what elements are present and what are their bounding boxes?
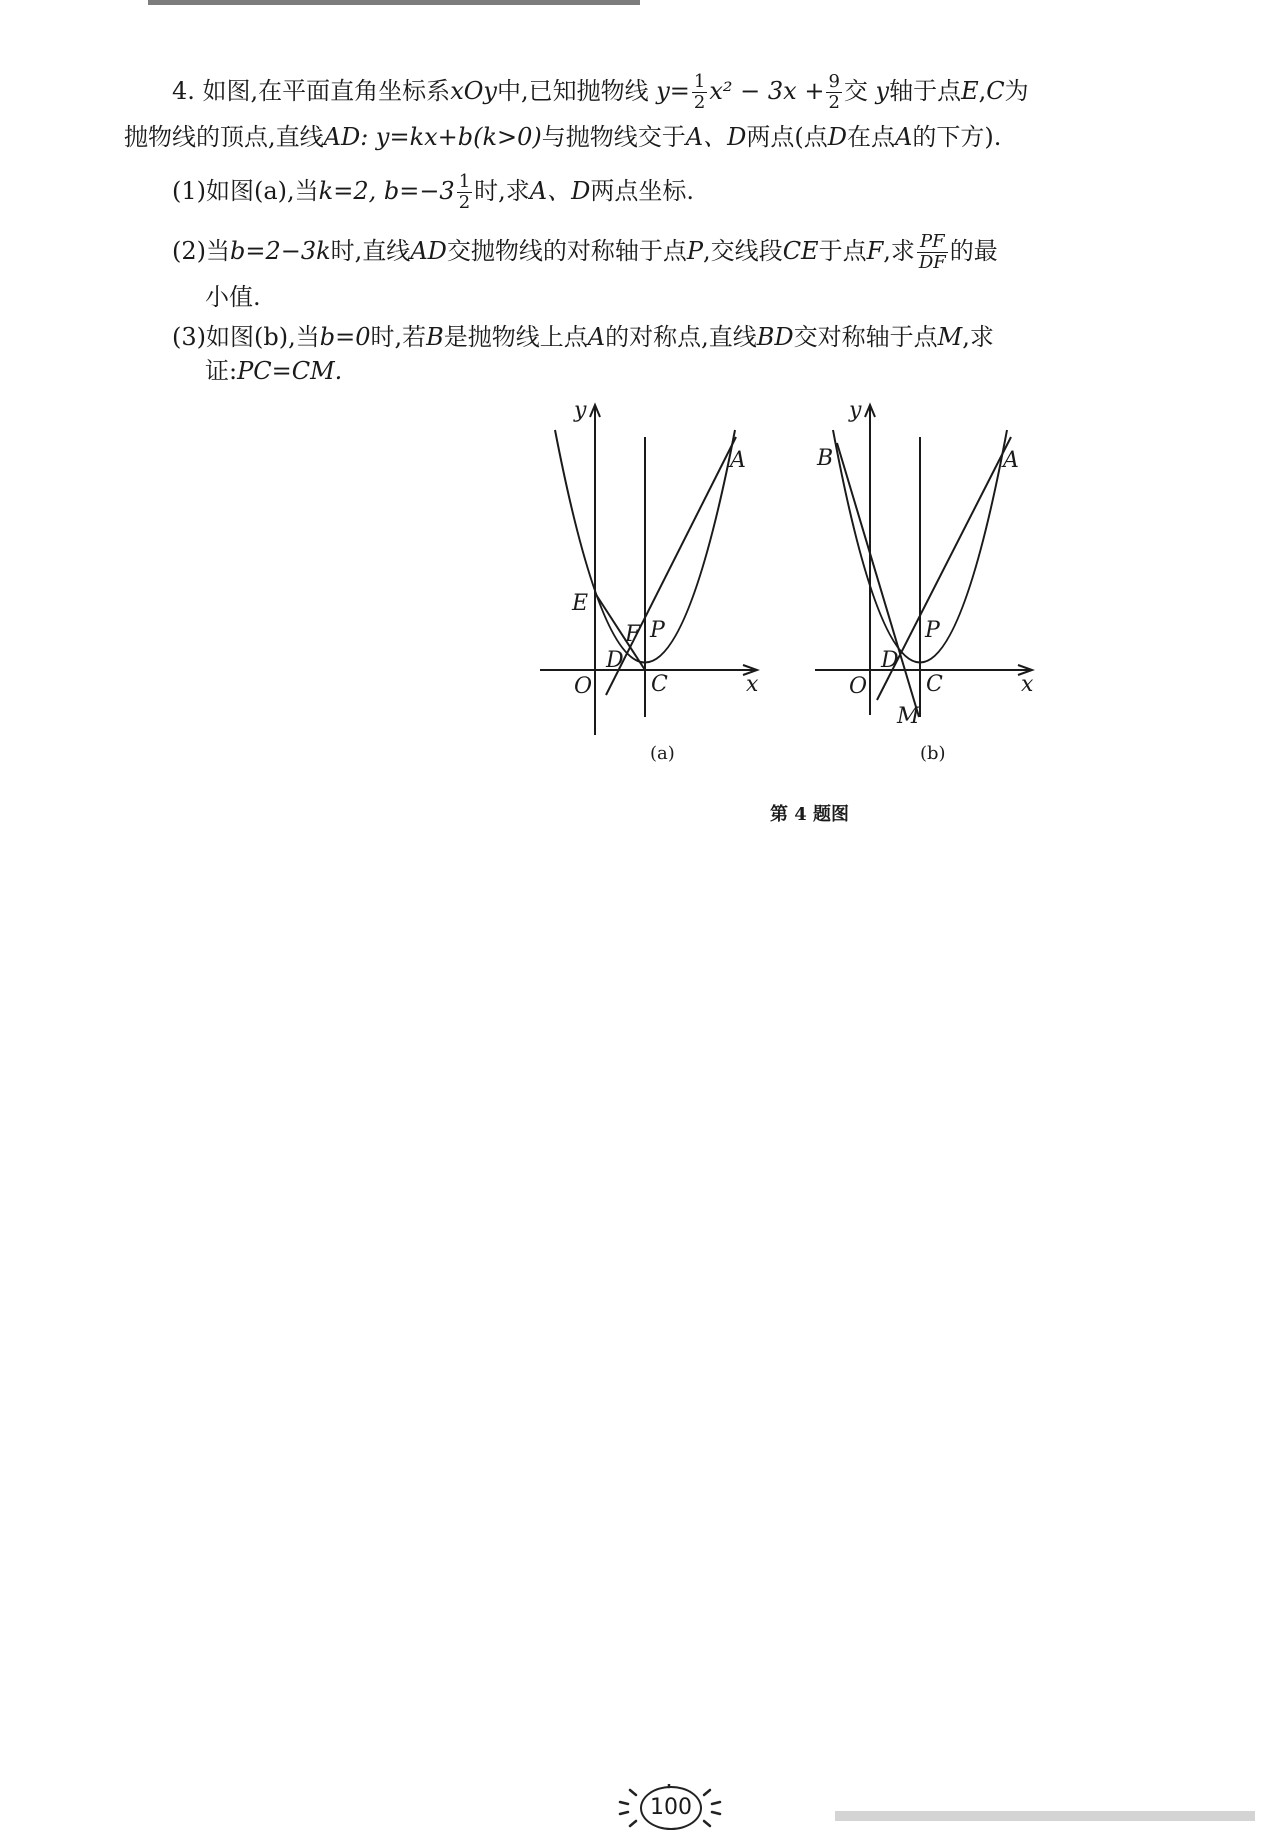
- label-x: x: [746, 672, 759, 697]
- part-1: (1)如图(a),当k=2, b=−3 $\frac{1}{2}$ 时,求A、D两点坐标.: [172, 171, 695, 213]
- figure-b: [805, 395, 1055, 740]
- label-c: C: [651, 672, 668, 697]
- bottom-bar: [835, 1811, 1255, 1821]
- label-o: O: [849, 674, 868, 699]
- label-o: O: [574, 674, 593, 699]
- label-p: P: [650, 618, 665, 643]
- label-c: C: [926, 672, 943, 697]
- problem-number: 4.: [172, 77, 195, 105]
- figure-a-label: (a): [650, 743, 675, 764]
- fraction-nine-halves: $\frac{9}{2}$: [828, 71, 840, 113]
- figure-caption: 第 4 题图: [770, 804, 850, 825]
- label-a: A: [1003, 448, 1019, 473]
- page-number: 100: [640, 1786, 702, 1830]
- label-d: D: [606, 648, 624, 673]
- label-p: P: [925, 618, 940, 643]
- top-rule: [148, 0, 640, 5]
- part-2: (2)当b=2−3k时,直线AD交抛物线的对称轴于点P,交线段CE于点F,求 $\frac{PF}{DF}$ 的最: [172, 231, 998, 273]
- label-y: y: [574, 398, 587, 423]
- label-d: D: [881, 648, 899, 673]
- label-m: M: [897, 704, 920, 729]
- label-y: y: [849, 398, 862, 423]
- problem-line-1: 4. 如图,在平面直角坐标系xOy中,已知抛物线 y= $\frac{1}{2}$ x² − 3x + $\frac{9}{2}$ 交 y轴于点E,C为: [172, 71, 1029, 113]
- line-ad: [606, 437, 736, 695]
- label-e: E: [572, 591, 589, 616]
- page-number-badge: [610, 1784, 730, 1830]
- part-3-line-2: 证:PC=CM.: [205, 357, 343, 385]
- problem-line-2: 抛物线的顶点,直线AD: y=kx+b(k>0)与抛物线交于A、D两点(点D在点A的下方).: [124, 123, 1002, 151]
- label-b: B: [817, 446, 834, 471]
- part-2-line-2: 小值.: [205, 283, 261, 311]
- label-x: x: [1021, 672, 1034, 697]
- fraction-pf-df: $\frac{PF}{DF}$: [918, 231, 946, 273]
- figure-b-label: (b): [920, 743, 946, 764]
- label-f: F: [625, 622, 641, 647]
- part-3: (3)如图(b),当b=0时,若B是抛物线上点A的对称点,直线BD交对称轴于点M,求: [172, 323, 994, 351]
- label-a: A: [730, 448, 746, 473]
- fraction-one-half: $\frac{1}{2}$: [693, 71, 706, 113]
- figure-a: [530, 395, 780, 740]
- fraction-mixed-half: $\frac{1}{2}$: [458, 171, 471, 213]
